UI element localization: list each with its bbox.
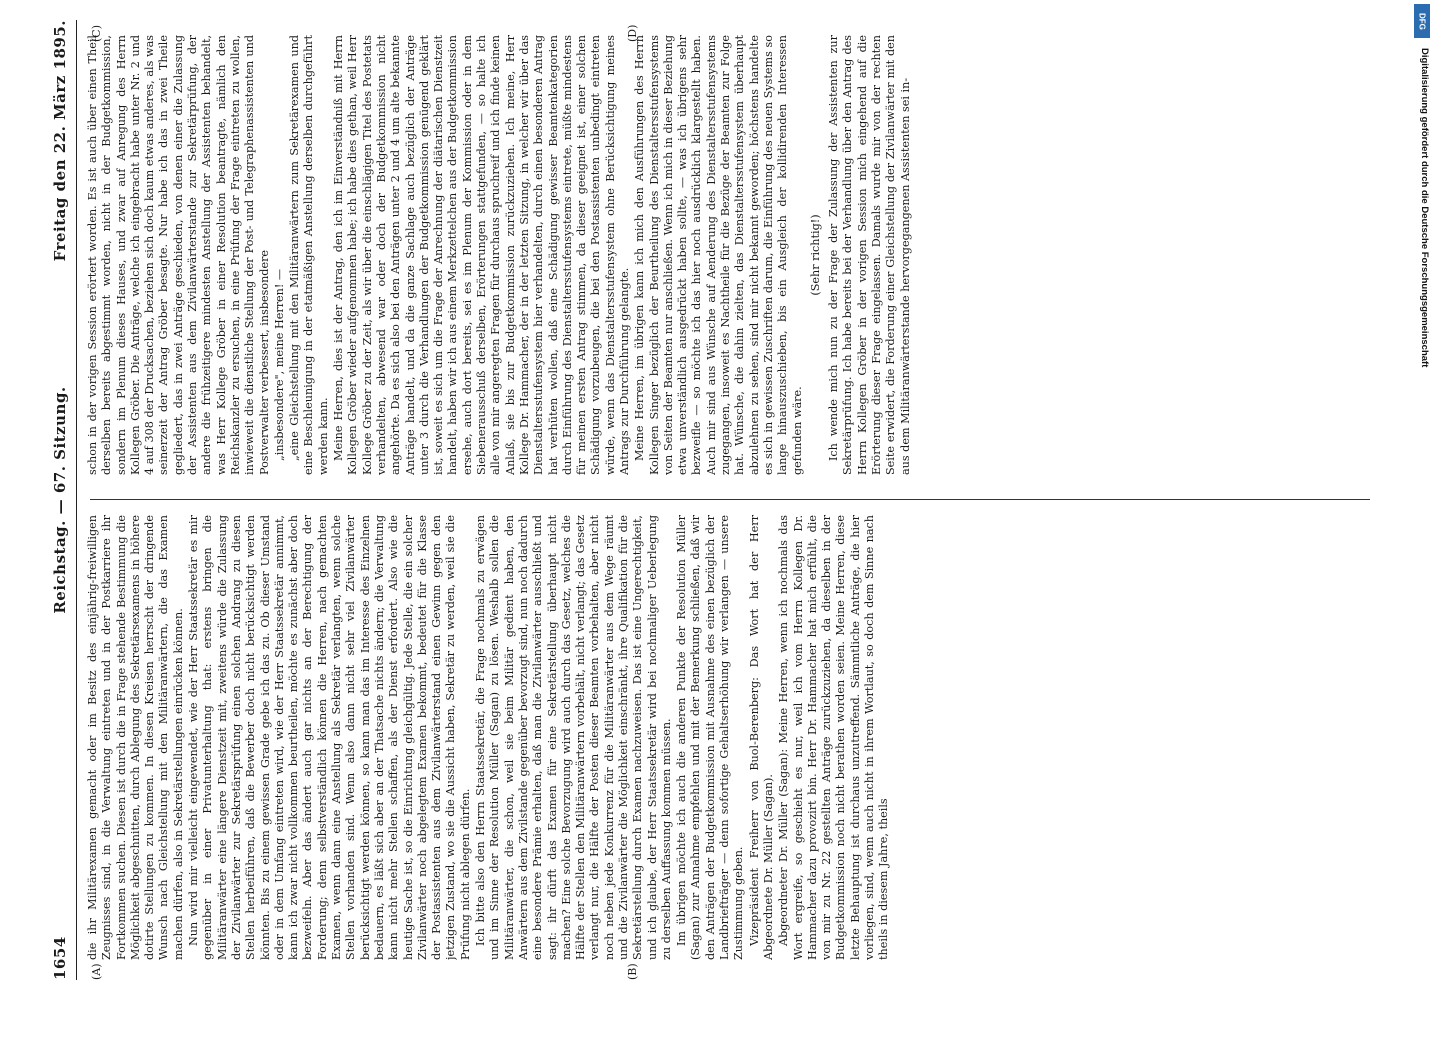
margin-mark-d: (D) (626, 24, 639, 42)
paragraph: Im übrigen möchte ich auch die anderen Punkte der Resolution Müller (Sagan) zur Annahme empfehlen und mit der Bemerkung schließen, daß wir den Anträgen der Budgetkommission mit Ausnahme des einen bezüglich der Landbriefträger — denn sofortige Gehaltserhöhung wir verlangen — unsere Zustimmung geben. (675, 515, 746, 960)
page-header (46, 20, 74, 980)
quote-paragraph: „eine Gleichstellung mit den Militäranwärtern zum Sekretärexamen und eine Beschleunigung in der etatmäßigen Anstellung derselben durchgeführt werden kann. (288, 35, 330, 475)
vice-president-line: Vizepräsident Freiherr von Buol-Berenberg: Das Wort hat der Herr Abgeordnete Dr. Müller (Sagan). (747, 515, 775, 960)
session-date: Freitag den 22. März 1895. (51, 20, 69, 262)
rotated-page-content (46, 20, 1386, 980)
dfg-logo: DFG (1414, 4, 1430, 38)
digitization-note-text: Digitalisierung gefördert durch die Deutsche Forschungsgemeinschaft (1419, 48, 1430, 368)
left-column (86, 515, 1376, 960)
digitization-note (1416, 8, 1430, 998)
column-divider (90, 499, 1370, 500)
paragraph: schon in der vorigen Session erörtert worden. Es ist auch über einen Theil derselben bereits abgestimmt worden, nicht in der Budgetkommission, sondern im Plenum dieses Hauses, und zwar auf Anregung des Herrn Kollegen Gröber. Die Anträge, welche ich eingebracht habe unter Nr. 2 und 4 auf 308 der Drucksachen, beziehen sich doch kaum etwas anderes, als was seinerzeit der Antrag Gröber besagte. Nur habe ich das in zwei Theile gegliedert, das in zwei Anträge geschieden, von denen einer die Zulassung der Assistenten aus dem Zivilanwärterstande zur Sekretärprüfung, der andere die frühzeitigere mindesten Anstellung der Assistenten behandelt, was Herr Kollege Gröber in einer Resolution beantragte, nämlich den Reichskanzler zu ersuchen, in eine Prüfung der Frage eintreten zu wollen, inwieweit die dienstliche Stellung der Post- und Telegraphenassistenten und Postverwalter verbessert, insbesondere (86, 35, 271, 475)
paragraph: Nun wird mir vielleicht eingewendet, wie der Herr Staatssekretär es mir gegenüber in einer Privatunterhaltung that: erstens bringen die Militäranwärter eine längere Dienstzeit mit, zweitens würde die Zulassung der Zivilanwärter zur Sekretärsprüfung einen solchen Andrang zu diesen Stellen herbeiführen, daß die Bewerber doch nicht berücksichtigt werden könnten. Bis zu einem gewissen Grade gebe ich das zu. Ob dieser Umstand oder in dem Umfang eintreten wird, wie der Herr Staatssekretär annimmt, kann ich zwar nicht vollkommen beurtheilen, möchte es zunächst aber doch bezweifeln. Aber das ändert auch gar nichts an der Berechtigung der Forderung; denn selbstverständlich können die Herren, nach gemachten Examen, wenn dann eine Anstellung als Sekretär verlangten, wenn solche Stellen vorhanden sind. Wenn also dann nicht sehr viel Zivilanwärter berücksichtigt werden können, so kann man das im Interesse des Einzelnen bedauern, es läßt sich aber an der Thatsache nichts ändern; die Verwaltung kann nicht mehr Stellen schaffen, als der Dienst erfordert. Also wie die heutige Sache ist, so die Einrichtung gleichgültig. Jede Stelle, die ein solcher Zivilanwärter noch abgelegtem Examen bekommt, bedeutet für die Klasse der Postassistenten aus dem Zivilanwärterstand einen Gewinn gegen den jetzigen Zustand, wo sie die Aussicht haben, Sekretär zu werden, weil sie die Prüfung nicht ablegen dürfen. (187, 515, 472, 960)
header-rule (76, 20, 77, 980)
paragraph: die ihr Militärexamen gemacht oder im Besitz des einjährig-freiwilligen Zeugnisses sind, in die Verwaltung eintreten und in der Postkarriere ihr Fortkommen suchen. Diesen ist durch die in Frage stehende Bestimmung die Möglichkeit abgeschnitten, durch Ablegung des Sekretärsexamens in höhere dotirte Stellungen zu kommen. In diesen Kreisen herrscht der dringende Wunsch nach Gleichstellung mit den Militäranwärtern, die das Examen machen dürfen, also in Sekretärstellungen einrücken können. (86, 515, 185, 960)
margin-mark-c: (C) (90, 25, 103, 42)
text-columns (86, 20, 1376, 980)
paragraph: Meine Herren, dies ist der Antrag, den ich im Einverständniß mit Herrn Kollegen Gröber wieder aufgenommen habe; ich habe dies gethan, weil Herr Kollege Gröber zu der Zeit, als wir über die einschlägigen Titel des Postetats verhandelten, abwesend war oder doch der Budgetkommission nicht angehörte. Da es sich also bei den Anträgen unter 2 und 4 um alte bekannte Anträge handelt, und da die ganze Sachlage auch bezüglich der Anträge unter 3 durch die Verhandlungen der Budgetkommission genügend geklärt ist, soweit es sich um die Frage der Anrechnung der diätarischen Dienstzeit handelt, haben wir ich aus einem Merkzettelchen aus der Budgetkommission ersehe, auch dort bereits, sei es im Plenum der Kommission oder in dem Siebenerausschuß derselben, Erörterungen stattgefunden, — so halte ich alle von mir angeregten Fragen für durchaus spruchreif und ich finde keinen Anlaß, sie bis zur Budgetkommission zurückzuziehen. Ich meine, Herr Kollege Dr. Hammacher, der in der letzten Sitzung, in welcher wir über das Dienstaltersstufensystem hier verhandelten, durch einen besonderen Antrag hat verhüten wollen, daß eine Schädigung gewisser Beamtenkategorien durch Einführung des Dienstaltersstufensystems eintrete, müßte mindestens für meinen ersten Antrag stimmen, da dieser geeignet ist, einer solchen Schädigung vorzubeugen, die bei den Postassistenten unbedingt eintreten würde, wenn das Dienstaltersstufensystem ohne Berücksichtigung meines Antrags zur Durchführung gelangte. (332, 35, 631, 475)
paragraph: „insbesondere", meine Herren! — (272, 268, 286, 461)
interjection: (Sehr richtig!) (808, 214, 822, 296)
margin-mark-b: (B) (626, 963, 639, 980)
page-number: 1654 (51, 936, 69, 980)
right-column (86, 35, 1376, 475)
session-title: Reichstag. — 67. Sitzung. (51, 386, 69, 614)
paragraph: Ich wende mich nun zu der Frage der Zulassung der Assistenten zur Sekretärprüfung. Ich habe bereits bei der Verhandlung über den Antrag des Herrn Kollegen Gröber in der vorigen Session mich eingehend auf die Erörterung dieser Frage eingelassen. Damals wurde mir von der rechten Seite erwidert, die Forderung einer Gleichstellung der Zivilanwärter mit den aus dem Militäranwärterstande hervorgegangenen Assistenten sei in- (827, 35, 912, 475)
margin-mark-a: (A) (90, 963, 103, 980)
paragraph: Ich bitte also den Herrn Staatssekretär, die Frage nochmals zu erwägen und im Sinne der Resolution Müller (Sagan) zu lösen. Weshalb sollen die Militäranwärter, die schon, weil sie beim Militär gedient haben, den Anwärtern aus dem Zivilstande gegenüber bevorzugt sind, nun noch dadurch eine besondere Prämie erhalten, daß man die Zivilanwärter ausschließt und sagt: ihr dürft das Examen für eine Sekretärstellung überhaupt nicht machen? Eine solche Bevorzugung wird auch durch das Gesetz, welches die Hälfte der Stellen den Militäranwärtern vorbehält, nicht verlangt; das Gesetz verlangt nur, die Hälfte der Posten dieser Beamten vorbehalten, aber nicht noch neben jede Konkurrenz für die Militäranwärter aus dem Wege räumt und die Zivilanwärter die Möglichkeit einschränkt, ihre Qualifikation für die Sekretärstellung durch Examen nachzuweisen. Das ist eine Ungerechtigkeit, und ich glaube, der Herr Staatssekretär wird bei nochmaliger Ueberlegung zu derselben Auffassung kommen müssen. (474, 515, 673, 960)
paragraph: Meine Herren, im übrigen kann ich mich den Ausführungen des Herrn Kollegen Singer bezüglich der Beurtheilung des Dienstaltersstufensystems von Seiten der Beamten nur anschließen. Wenn ich mich in dieser Beziehung etwa unverständlich ausgedrückt haben sollte, — was ich übrigens sehr bezweifle — so möchte ich das hier noch ausdrücklich klargestellt haben. Auch mir sind aus Wünsche auf Aenderung des Dienstaltersstufensystems zugegangen, insoweit es Nachtheile für die Bezüge der Beamten zur Folge hat. Wünsche, die dahin zielten, das Dienstaltersstufensystem überhaupt abzulehnen zu sehen, sind mir nicht bekannt geworden; höchstens handelte es sich in gewissen Zuschriften darum, die Einführung des neuen Systems so lange hinauszuschieben, bis ein Ausgleich der kollidirenden Interessen gefunden wäre. (633, 35, 804, 475)
speaker-paragraph: Abgeordneter Dr. Müller (Sagan): Meine Herren, wenn ich nochmals das Wort ergreife, so geschieht es nur, weil ich vom Herrn Kollegen Dr. Hammacher dazu provozirt bin. Herr Dr. Hammacher hat mich erfühlt, die von mir zu Nr. 22 gestellten Anträge zurückzuziehen, da dieselben in der Budgetkommission noch nicht berathen worden seien. Meine Herren, diese letzte Behauptung ist durchaus unzutreffend. Sämmtliche Anträge, die hier vorliegen, sind, wenn auch nicht in ihrem Wortlaut, so doch dem Sinne nach theils in diesem Jahre, theils (777, 515, 891, 960)
